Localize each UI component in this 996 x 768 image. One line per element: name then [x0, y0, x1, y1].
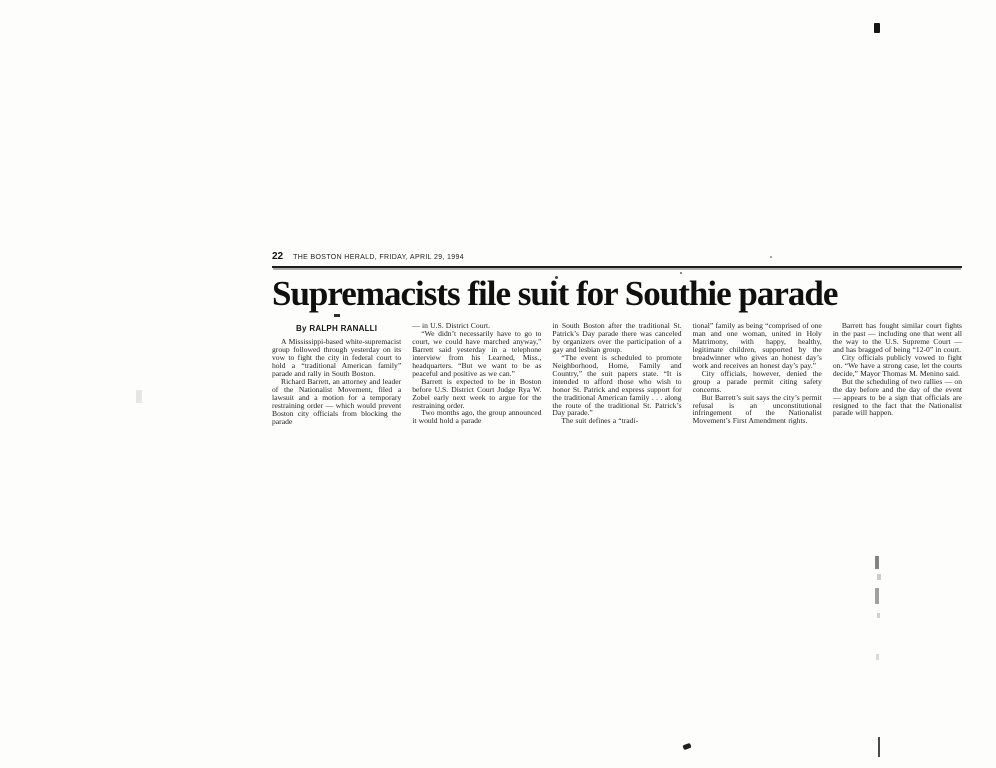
article-paragraph: A Mississippi-based white-supremacist group followed through yesterday on its vow to fight the city in federal court to hold a “traditional American family” parade and rally in South Boston. — [272, 337, 402, 378]
article-paragraph: But the scheduling of two rallies — on the day before and the day of the event — appears to be a sign that officials are resigned to the fact that the Nationalist parade will happen. — [832, 376, 963, 418]
scan-artifact — [877, 574, 881, 580]
article-paragraph: The suit defines a “tradi- — [561, 416, 639, 426]
scan-artifact — [878, 737, 880, 757]
scan-artifact — [682, 743, 691, 750]
article-paragraph: tional” family as being “comprised of one man and one woman, united in Holy Matrimony, with happy, healthy, legitimate children, supported by the breadwinner who gives an honest day’s work and receives an honest day’s pay.” — [692, 321, 822, 370]
article-paragraph: Barrett has fought similar court fights in the past — including one that went all the way to the U.S. Supreme Court — and has bragged of being “12-0” in court. — [832, 321, 963, 354]
article-paragraph: in South Boston after the traditional St. Patrick’s Day parade there was canceled by organizers over the participation of a gay and lesbian group. — [552, 321, 682, 354]
article-paragraph: Two months ago, the group announced it would hold a parade — [412, 408, 542, 426]
masthead — [272, 252, 962, 268]
article-column — [412, 322, 541, 425]
article-paragraph: — in U.S. District Court. — [412, 321, 490, 330]
article-paragraph: City officials publicly vowed to fight on. “We have a strong case, let the courts decide,” Mayor Thomas M. Menino said. — [832, 352, 963, 378]
scan-artifact — [136, 390, 142, 403]
article-column — [272, 322, 401, 425]
scan-artifact — [874, 23, 880, 33]
article-column — [833, 322, 962, 425]
article-columns — [272, 322, 962, 425]
article-paragraph: City officials, however, denied the group a parade permit citing safety concerns. — [692, 368, 822, 394]
article-paragraph: But Barrett’s suit says the city’s permit refusal is an unconstitutional infringement of the Nationalist Movement’s First Amendment rights. — [692, 392, 822, 426]
scan-artifact — [875, 556, 879, 569]
article-column — [693, 322, 822, 425]
publication-date-line: THE BOSTON HERALD, FRIDAY, APRIL 29, 1994 — [293, 254, 464, 261]
article-column — [552, 322, 681, 425]
byline: By RALPH RANALLI — [296, 324, 378, 333]
article-headline: Supremacists file suit for Southie parade — [272, 274, 838, 313]
scan-artifact — [877, 613, 880, 618]
scan-artifact — [875, 588, 879, 604]
article-paragraph: “The event is scheduled to promote Neighborhood, Home, Family and Country,” the suit papers state. “It is intended to afford those who wish to honor St. Patrick and express support for the traditional American family . . . along the route of the traditional St. Patrick’s Day parade.” — [552, 352, 682, 418]
article-paragraph: “We didn’t necessarily have to go to court, we could have marched anyway,” Barrett said yesterday in a telephone interview from his Learned, Miss., headquarters. “But we want to be as peaceful and positive as we can.” — [412, 328, 542, 378]
page-number: 22 — [272, 251, 284, 262]
article-paragraph: Richard Barrett, an attorney and leader of the Nationalist Movement, filed a lawsuit and a motion for a temporary restraining order — which would prevent Boston city officials from blocking the parade — [272, 376, 402, 426]
scan-artifact — [876, 654, 879, 660]
article — [272, 252, 962, 425]
article-paragraph: Barrett is expected to be in Boston before U.S. District Court Judge Rya W. Zobel early next week to argue for the restraining order. — [412, 376, 542, 410]
